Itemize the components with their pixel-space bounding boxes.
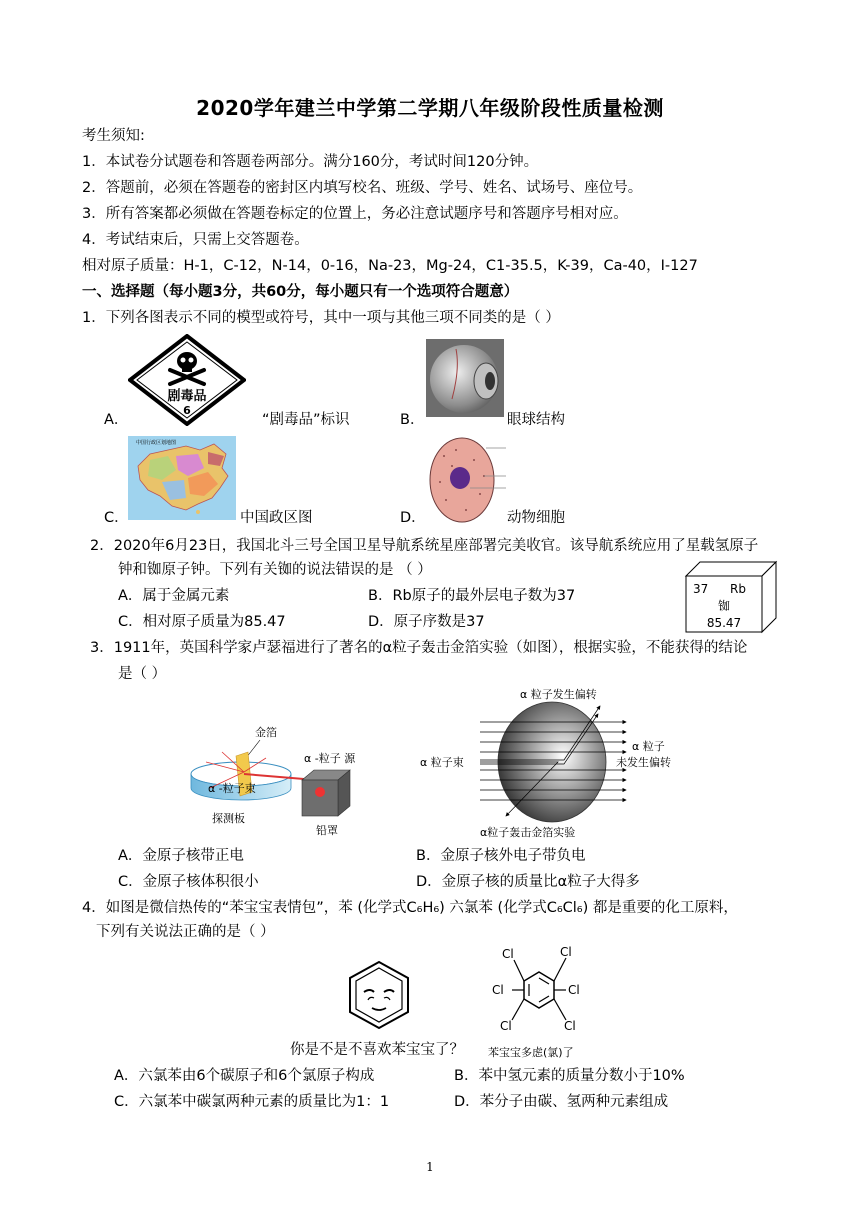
hexachlorobenzene-structure: [484, 938, 594, 1038]
rutherford-apparatus-figure: [186, 722, 376, 838]
q1-option-a-label: A．: [104, 412, 129, 428]
cl-label-6: Cl: [564, 1019, 576, 1033]
label-alpha-source: α -粒子 源: [304, 752, 356, 765]
q3-option-d: D．金原子核的质量比α粒子大得多: [416, 874, 640, 890]
q1-option-d-text: 动物细胞: [507, 510, 565, 526]
q1-option-d-label: D．: [400, 510, 426, 526]
notice-item-2: 2．答题前，必须在答题卷的密封区内填写校名、班级、学号、姓名、试场号、座位号。: [82, 180, 643, 196]
q4-option-d: D．苯分子由碳、氢两种元素组成: [454, 1094, 669, 1110]
notice-item-3: 3．所有答案都必须做在答题卷标定的位置上，务必注意试题序号和答题序号相对应。: [82, 206, 628, 222]
q4-option-c: C．六氯苯中碳氯两种元素的质量比为1：1: [114, 1094, 390, 1110]
q1-option-b-text: 眼球结构: [507, 412, 565, 428]
q2-stem-line1: 2．2020年6月23日，我国北斗三号全国卫星导航系统星座部署完美收官。该导航系统应用了星载氢原子: [90, 538, 759, 554]
page-number: 1: [426, 1160, 434, 1174]
map-title: 中国行政区划地图: [136, 440, 177, 446]
q3-option-a: A．金原子核带正电: [118, 848, 244, 864]
notice-item-1: 1．本试卷分试题卷和答题卷两部分。满分160分，考试时间120分钟。: [82, 154, 539, 170]
label-lead-box: 铅罩: [316, 824, 338, 837]
element-symbol: Rb: [730, 582, 746, 596]
rubidium-element-card: [684, 560, 780, 634]
cl-label-2: Cl: [560, 945, 572, 959]
label-beam-right: α 粒子束: [420, 756, 464, 769]
q3-option-b: B．金原子核外电子带负电: [416, 848, 586, 864]
element-name: 铷: [717, 599, 731, 613]
q4-stem-line2: 下列有关说法正确的是（ ）: [96, 924, 275, 940]
q1-option-a-text: “剧毒品”标识: [262, 412, 350, 428]
label-alpha-beam: α -粒子束: [208, 782, 256, 795]
label-undeflected-1: α 粒子: [632, 740, 665, 753]
q3-stem-line1: 3．1911年，英国科学家卢瑟福进行了著名的α粒子轰击金箔实验（如图），根据实验，不能获得的结论: [90, 640, 748, 656]
q2-option-c: C．相对原子质量为85.47: [118, 614, 286, 630]
q2-option-b: B．Rb原子的最外层电子数为37: [368, 588, 576, 604]
q1-option-c-text: 中国政区图: [240, 510, 313, 526]
china-map-image: [128, 436, 236, 520]
label-gold-foil: 金箔: [255, 726, 277, 739]
label-undeflected-2: 未发生偏转: [616, 756, 671, 769]
notice-heading: 考生须知:: [82, 128, 145, 144]
cl-label-4: Cl: [568, 983, 580, 997]
label-deflected: α 粒子发生偏转: [520, 688, 597, 701]
cl-label-3: Cl: [492, 983, 504, 997]
atomic-mass-line: 相对原子质量：H-1，C-12，N-14，0-16，Na-23，Mg-24，C1-35.5，K-39，Ca-40，I-127: [82, 258, 698, 274]
q3-option-c: C．金原子核体积很小: [118, 874, 259, 890]
q1-stem: 1．下列各图表示不同的模型或符号，其中一项与其他三项不同类的是（ ）: [82, 310, 560, 326]
cl-label-5: Cl: [500, 1019, 512, 1033]
cl-label-1: Cl: [502, 947, 514, 961]
q4-stem-line1: 4．如图是微信热传的“苯宝宝表情包”，苯 (化学式C₆H₆) 六氯苯 (化学式C₆Cl₆) 都是重要的化工原料，: [82, 900, 738, 916]
element-number: 37: [693, 582, 709, 596]
notice-item-4: 4．考试结束后，只需上交答题卷。: [82, 232, 309, 248]
benzene-caption: 你是不是不喜欢苯宝宝了？: [290, 1042, 464, 1058]
element-mass: 85.47: [706, 616, 742, 630]
eyeball-image: [426, 339, 504, 417]
poison-sign-image: [128, 334, 246, 426]
q4-option-a: A．六氯苯由6个碳原子和6个氯原子构成: [114, 1068, 375, 1084]
section-heading: 一、选择题（每小题3分，共60分，每小题只有一个选项符合题意）: [82, 284, 519, 300]
q2-option-a: A．属于金属元素: [118, 588, 230, 604]
alpha-scattering-figure: [418, 684, 714, 844]
poison-sign-number: 6: [183, 404, 191, 417]
q2-stem-line2: 钟和铷原子钟。下列有关铷的说法错误的是 （ ）: [118, 562, 432, 578]
q4-option-b: B．苯中氢元素的质量分数小于10%: [454, 1068, 685, 1084]
animal-cell-image: [426, 436, 508, 528]
page-title: 2020学年建兰中学第二学期八年级阶段性质量检测: [196, 96, 664, 120]
q2-option-d: D．原子序数是37: [368, 614, 485, 630]
q1-option-c-label: C．: [104, 510, 129, 526]
hexachlorobenzene-caption: 苯宝宝多虑(氯)了: [488, 1046, 574, 1059]
figure-caption-right: α粒子轰击金箔实验: [480, 826, 576, 839]
label-screen: 探测板: [212, 812, 245, 825]
q1-option-b-label: B．: [400, 412, 425, 428]
poison-sign-text: 剧毒品: [167, 389, 207, 404]
q3-stem-line2: 是（ ）: [118, 666, 167, 682]
benzene-emoji-image: [340, 956, 418, 1034]
